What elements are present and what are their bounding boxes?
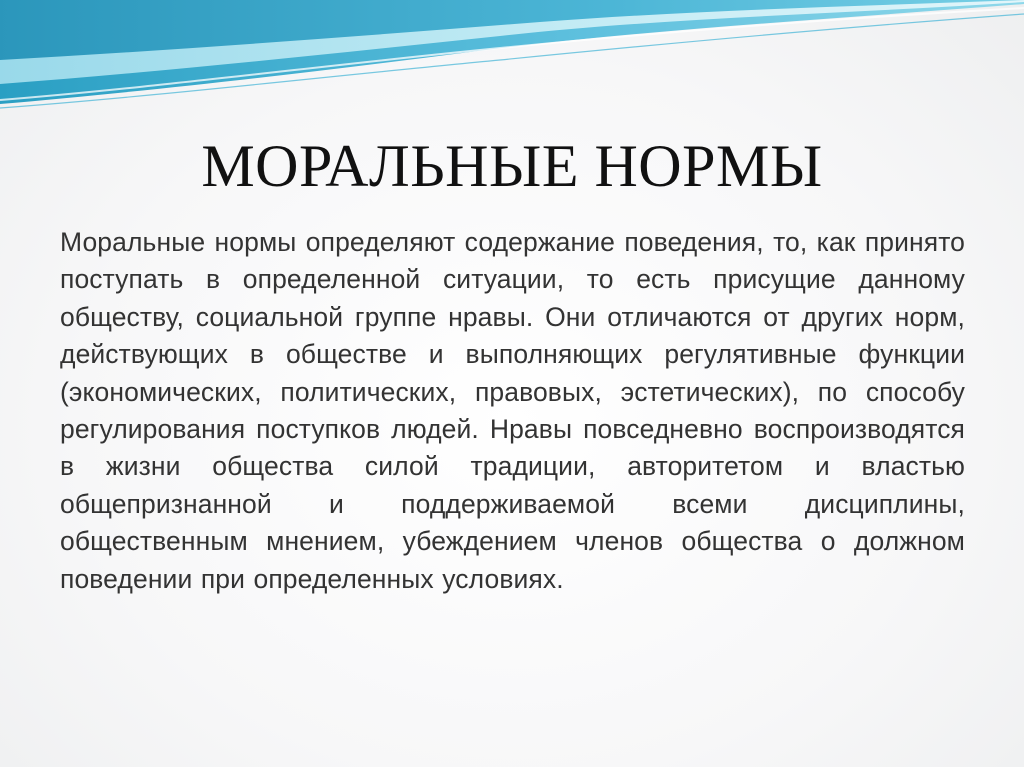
slide-body-text: Моральные нормы определяют содержание поведения, то, как принято поступать в определенной ситуации, то есть присущие данному обществу, социальной группе нравы. Они отличаются от других норм, действующих в обществе и выполняющих регулятивные функции (экономических, политических, правовых, эстетических), по способу регулирования поступков людей. Нравы повседневно воспроизводятся в жизни общества силой традиции, авторитетом и властью общепризнанной и поддерживаемой всеми дисциплины, общественным мнением, убеждением членов общества о должном поведении при определенных условиях.: [60, 227, 965, 594]
wave-banner: [0, 0, 1024, 120]
slide-title: МОРАЛЬНЫЕ НОРМЫ: [201, 133, 823, 199]
